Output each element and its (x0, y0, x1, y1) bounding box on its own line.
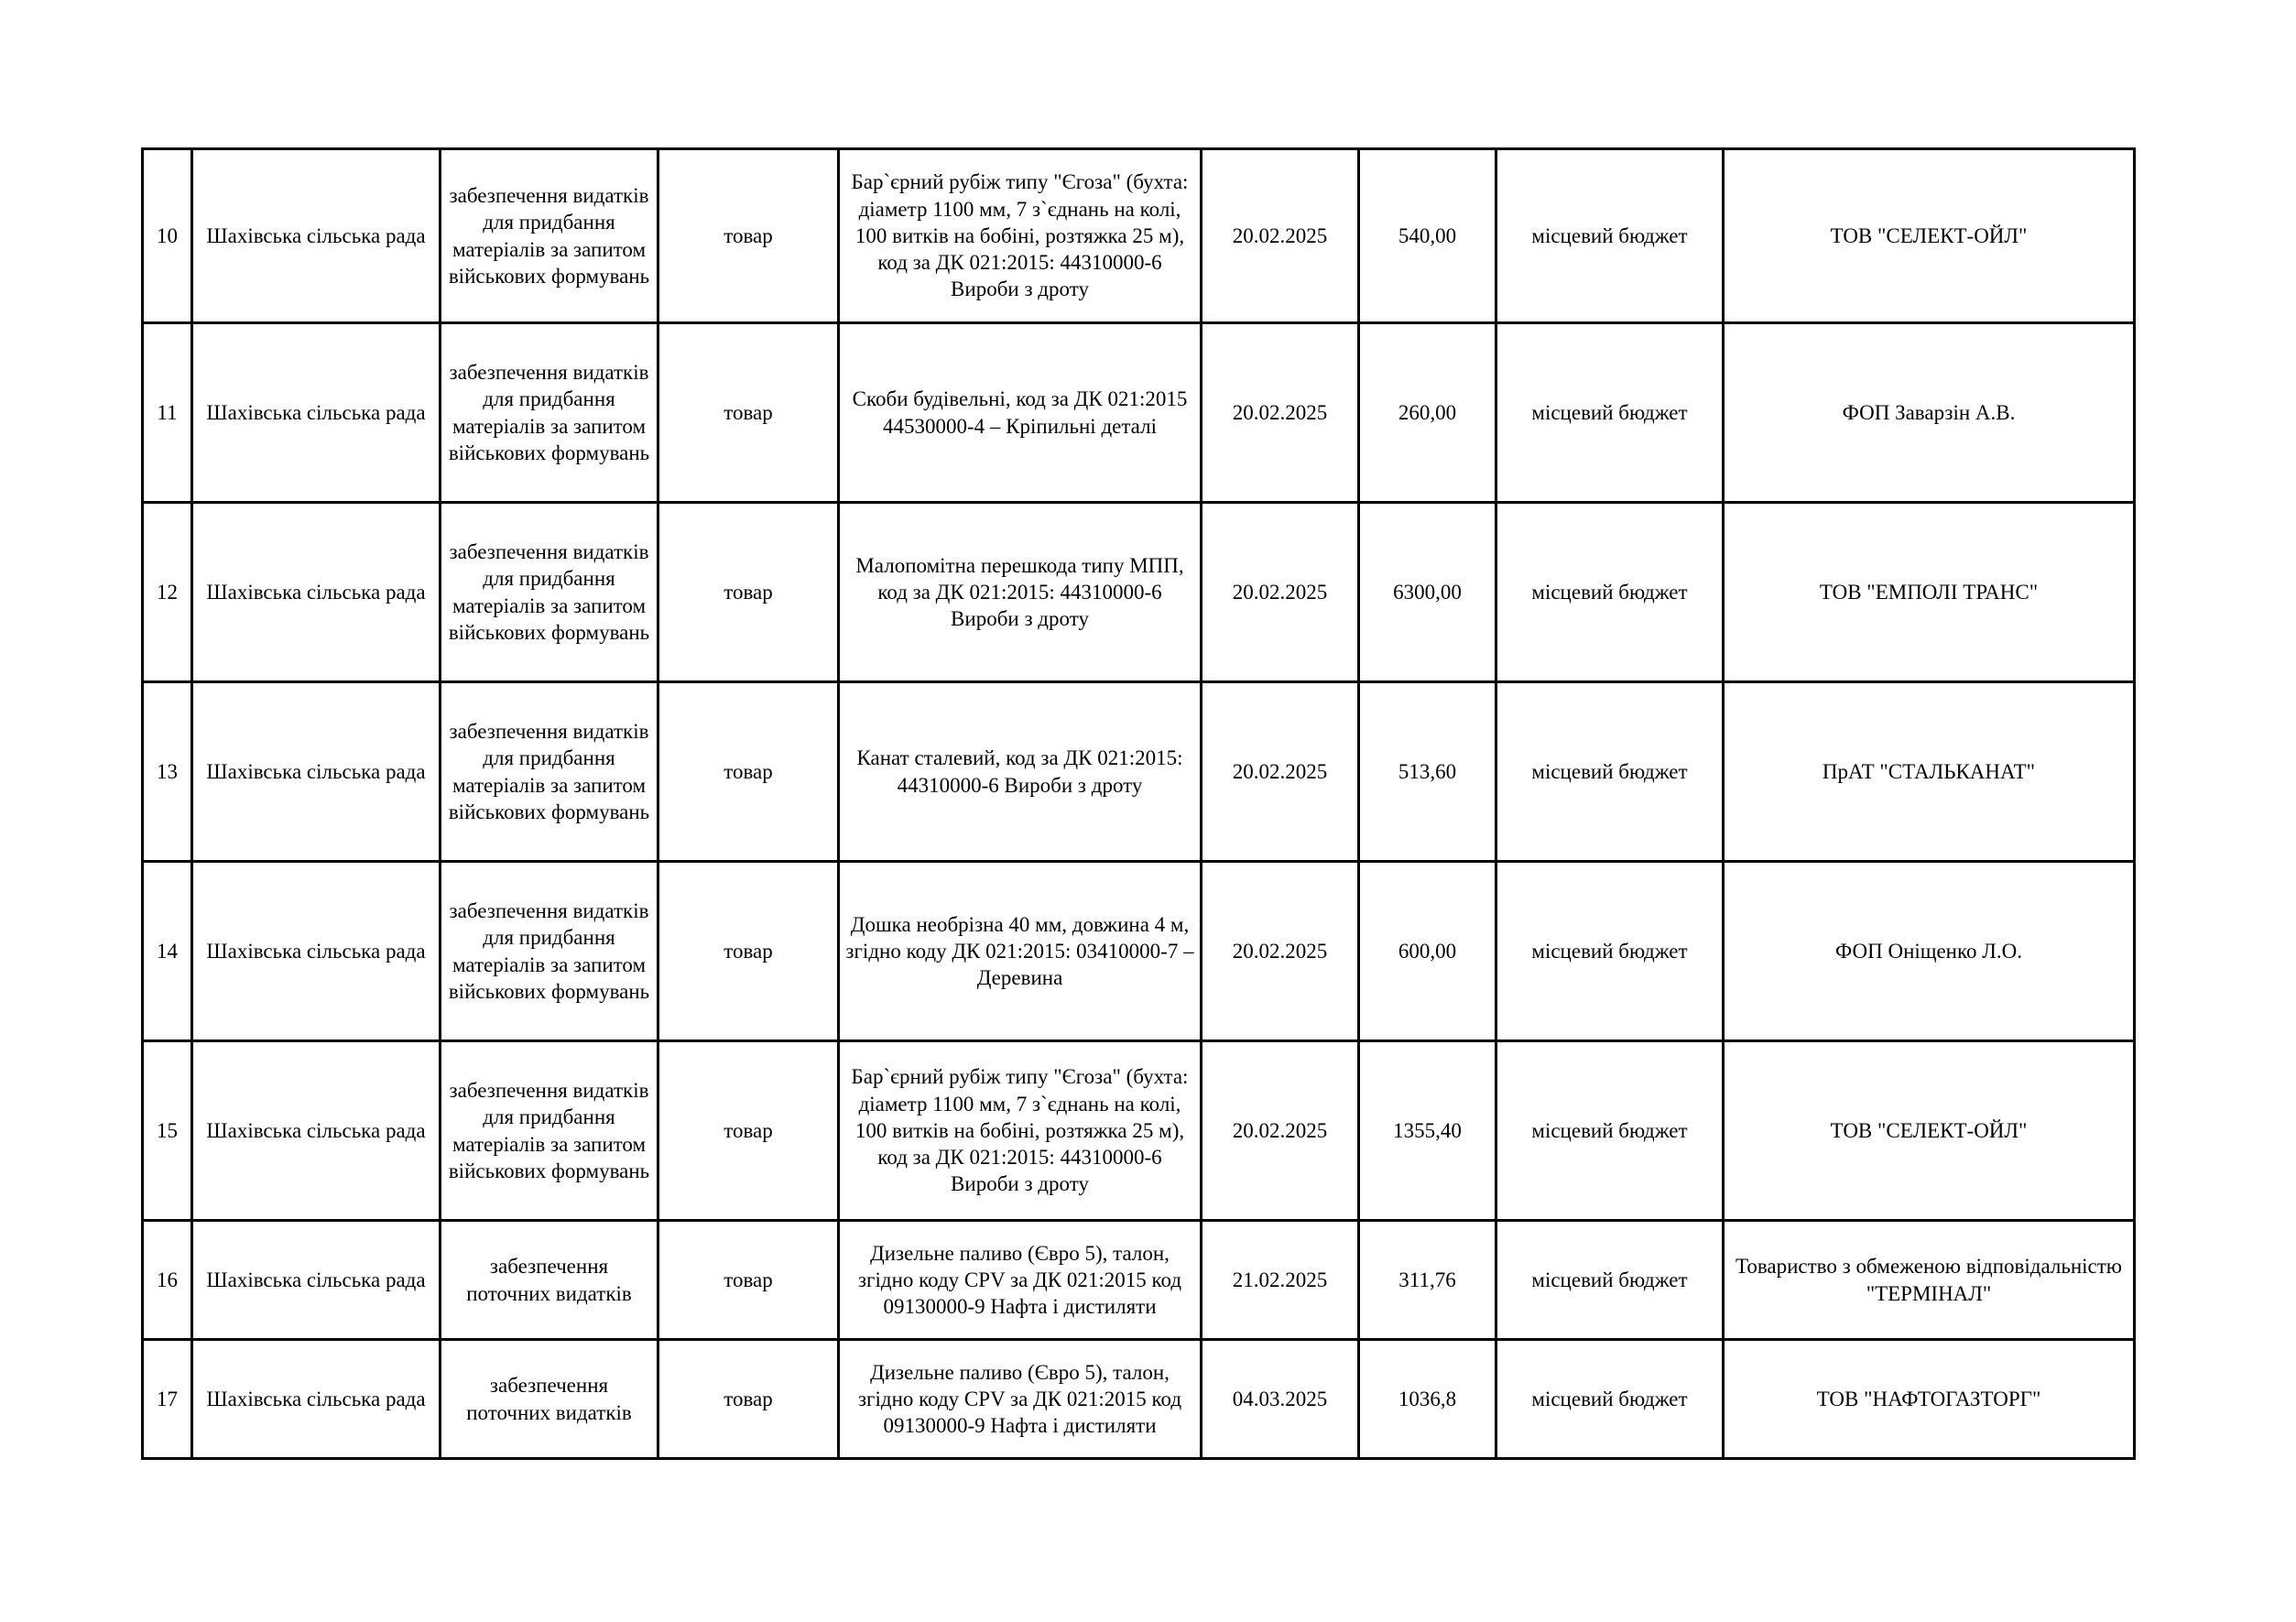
cell-purpose: забезпечення поточних видатків (441, 1340, 658, 1459)
cell-date: 20.02.2025 (1202, 149, 1359, 323)
cell-type: товар (658, 1340, 839, 1459)
table-row (143, 862, 2135, 1041)
table-row (143, 503, 2135, 682)
table-row (143, 1340, 2135, 1459)
cell-date: 04.03.2025 (1202, 1340, 1359, 1459)
cell-supplier: ПрАТ "СТАЛЬКАНАТ" (1724, 682, 2135, 862)
cell-budget: місцевий бюджет (1496, 323, 1724, 503)
cell-supplier: Товариство з обмеженою відповідальністю "ТЕРМІНАЛ" (1724, 1221, 2135, 1340)
cell-description: Дизельне паливо (Євро 5), талон, згідно коду CPV за ДК 021:2015 код 09130000-9 Нафта і дистиляти (839, 1340, 1202, 1459)
cell-type: товар (658, 682, 839, 862)
cell-description: Малопомітна перешкода типу МПП, код за ДК 021:2015: 44310000-6 Вироби з дроту (839, 503, 1202, 682)
cell-date: 20.02.2025 (1202, 323, 1359, 503)
cell-organization: Шахівська сільська рада (192, 1340, 441, 1459)
cell-organization: Шахівська сільська рада (192, 503, 441, 682)
cell-row-number: 14 (143, 862, 192, 1041)
cell-organization: Шахівська сільська рада (192, 682, 441, 862)
cell-row-number: 11 (143, 323, 192, 503)
cell-description: Канат сталевий, код за ДК 021:2015: 44310000-6 Вироби з дроту (839, 682, 1202, 862)
cell-budget: місцевий бюджет (1496, 682, 1724, 862)
cell-date: 20.02.2025 (1202, 1041, 1359, 1221)
table-row (143, 149, 2135, 323)
table-row (143, 682, 2135, 862)
cell-row-number: 12 (143, 503, 192, 682)
cell-row-number: 13 (143, 682, 192, 862)
cell-description: Скоби будівельні, код за ДК 021:2015 44530000-4 – Кріпильні деталі (839, 323, 1202, 503)
procurement-table (141, 147, 2136, 1460)
cell-description: Дошка необрізна 40 мм, довжина 4 м, згідно коду ДК 021:2015: 03410000-7 – Деревина (839, 862, 1202, 1041)
cell-date: 20.02.2025 (1202, 503, 1359, 682)
cell-budget: місцевий бюджет (1496, 862, 1724, 1041)
cell-type: товар (658, 503, 839, 682)
cell-date: 20.02.2025 (1202, 682, 1359, 862)
cell-type: товар (658, 1221, 839, 1340)
cell-organization: Шахівська сільська рада (192, 862, 441, 1041)
cell-organization: Шахівська сільська рада (192, 1221, 441, 1340)
cell-purpose: забезпечення видатків для придбання матеріалів за запитом військових формувань (441, 503, 658, 682)
table-row (143, 323, 2135, 503)
cell-date: 21.02.2025 (1202, 1221, 1359, 1340)
cell-description: Бар`єрний рубіж типу "Єгоза" (бухта: діаметр 1100 мм, 7 з`єднань на колі, 100 витків на бобіні, розтяжка 25 м), код за ДК 021:2015: 44310000-6 Вироби з дроту (839, 1041, 1202, 1221)
cell-amount: 1355,40 (1359, 1041, 1496, 1221)
procurement-table-body (143, 149, 2135, 1459)
cell-row-number: 17 (143, 1340, 192, 1459)
cell-supplier: ТОВ "НАФТОГАЗТОРГ" (1724, 1340, 2135, 1459)
cell-purpose: забезпечення видатків для придбання матеріалів за запитом військових формувань (441, 323, 658, 503)
cell-purpose: забезпечення видатків для придбання матеріалів за запитом військових формувань (441, 682, 658, 862)
cell-description: Бар`єрний рубіж типу "Єгоза" (бухта: діаметр 1100 мм, 7 з`єднань на колі, 100 витків на бобіні, розтяжка 25 м), код за ДК 021:2015: 44310000-6 Вироби з дроту (839, 149, 1202, 323)
cell-organization: Шахівська сільська рада (192, 149, 441, 323)
cell-amount: 260,00 (1359, 323, 1496, 503)
cell-amount: 540,00 (1359, 149, 1496, 323)
cell-budget: місцевий бюджет (1496, 1221, 1724, 1340)
cell-supplier: ТОВ "ЕМПОЛІ ТРАНС" (1724, 503, 2135, 682)
cell-row-number: 15 (143, 1041, 192, 1221)
cell-amount: 1036,8 (1359, 1340, 1496, 1459)
table-row (143, 1221, 2135, 1340)
cell-purpose: забезпечення видатків для придбання матеріалів за запитом військових формувань (441, 1041, 658, 1221)
cell-supplier: ТОВ "СЕЛЕКТ-ОЙЛ" (1724, 1041, 2135, 1221)
cell-date: 20.02.2025 (1202, 862, 1359, 1041)
cell-organization: Шахівська сільська рада (192, 1041, 441, 1221)
cell-budget: місцевий бюджет (1496, 149, 1724, 323)
cell-amount: 6300,00 (1359, 503, 1496, 682)
cell-supplier: ФОП Оніщенко Л.О. (1724, 862, 2135, 1041)
cell-budget: місцевий бюджет (1496, 1041, 1724, 1221)
cell-purpose: забезпечення видатків для придбання матеріалів за запитом військових формувань (441, 149, 658, 323)
cell-type: товар (658, 323, 839, 503)
cell-type: товар (658, 1041, 839, 1221)
cell-row-number: 10 (143, 149, 192, 323)
cell-purpose: забезпечення поточних видатків (441, 1221, 658, 1340)
cell-description: Дизельне паливо (Євро 5), талон, згідно коду CPV за ДК 021:2015 код 09130000-9 Нафта і дистиляти (839, 1221, 1202, 1340)
cell-amount: 513,60 (1359, 682, 1496, 862)
cell-amount: 600,00 (1359, 862, 1496, 1041)
table-row (143, 1041, 2135, 1221)
cell-supplier: ТОВ "СЕЛЕКТ-ОЙЛ" (1724, 149, 2135, 323)
cell-budget: місцевий бюджет (1496, 1340, 1724, 1459)
cell-type: товар (658, 862, 839, 1041)
cell-organization: Шахівська сільська рада (192, 323, 441, 503)
cell-type: товар (658, 149, 839, 323)
cell-budget: місцевий бюджет (1496, 503, 1724, 682)
cell-supplier: ФОП Заварзін А.В. (1724, 323, 2135, 503)
cell-row-number: 16 (143, 1221, 192, 1340)
cell-amount: 311,76 (1359, 1221, 1496, 1340)
cell-purpose: забезпечення видатків для придбання матеріалів за запитом військових формувань (441, 862, 658, 1041)
